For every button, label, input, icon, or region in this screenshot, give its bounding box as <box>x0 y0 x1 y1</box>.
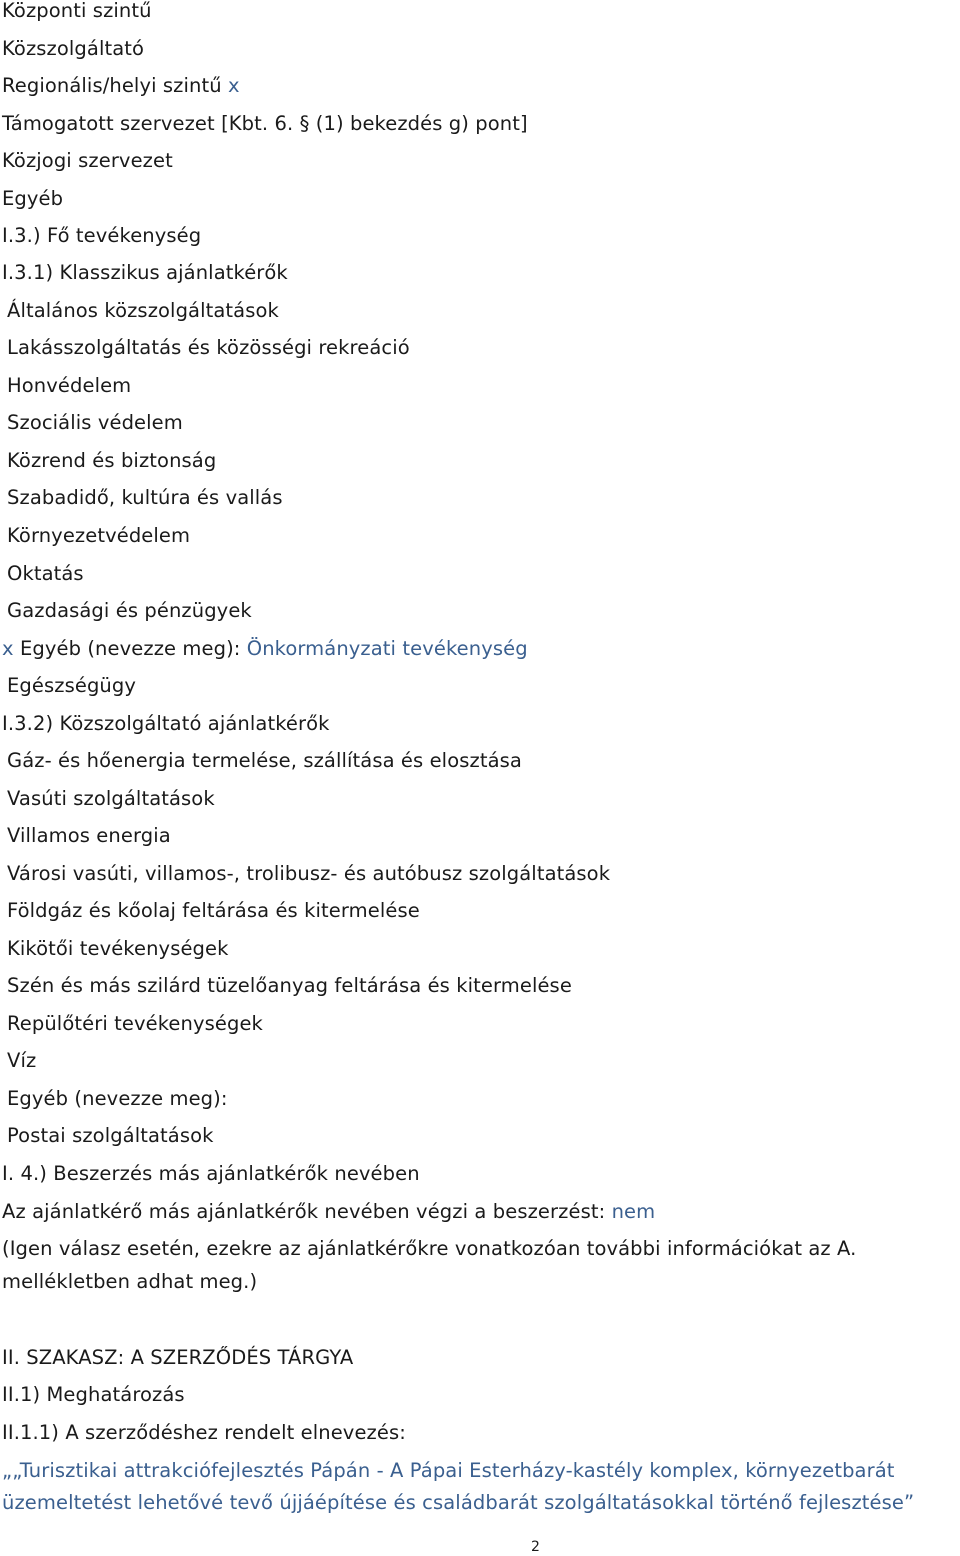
classic-item: Gazdasági és pénzügyek <box>7 599 252 622</box>
authority-regional <box>2 73 240 99</box>
classic-item: Szabadidő, kultúra és vallás <box>7 486 283 509</box>
on-behalf-question: Az ajánlatkérő más ajánlatkérők nevében végzi a beszerzést: <box>2 1200 612 1223</box>
classic-other-row <box>2 636 528 662</box>
classic-other-value: Önkormányzati tevékenység <box>246 637 528 660</box>
utility-item: Vasúti szolgáltatások <box>7 787 215 810</box>
utility-item: Szén és más szilárd tüzelőanyag feltárása és kitermelése <box>7 974 572 997</box>
on-behalf-note-line1: (Igen válasz esetén, ezekre az ajánlatkérőkre vonatkozóan további információkat az A. <box>2 1237 857 1260</box>
main-activity-heading: I.3.) Fő tevékenység <box>2 224 202 247</box>
utility-item: Egyéb (nevezze meg): <box>7 1087 228 1110</box>
utility-item: Gáz- és hőenergia termelése, szállítása és elosztása <box>7 749 522 772</box>
authority-subsidized: Támogatott szervezet [Kbt. 6. § (1) bekezdés g) pont] <box>2 112 528 135</box>
on-behalf-answer: nem <box>611 1200 656 1223</box>
utility-authorities-heading: I.3.2) Közszolgáltató ajánlatkérők <box>2 712 330 735</box>
utility-item: Repülőtéri tevékenységek <box>7 1012 263 1035</box>
on-behalf-heading: I. 4.) Beszerzés más ajánlatkérők nevében <box>2 1162 420 1185</box>
regional-checked-mark: x <box>227 74 240 97</box>
utility-item: Városi vasúti, villamos-, trolibusz- és autóbusz szolgáltatások <box>7 862 611 885</box>
classic-item: Általános közszolgáltatások <box>7 299 279 322</box>
classic-item: Lakásszolgáltatás és közösségi rekreáció <box>7 336 410 359</box>
classic-authorities-heading: I.3.1) Klasszikus ajánlatkérők <box>2 261 288 284</box>
other-checked-mark: x <box>2 637 14 660</box>
classic-item-health: Egészségügy <box>7 674 137 697</box>
classic-item: Szociális védelem <box>7 411 183 434</box>
classic-other-label: Egyéb (nevezze meg): <box>13 637 247 660</box>
definition-heading: II.1) Meghatározás <box>2 1383 185 1406</box>
utility-item: Postai szolgáltatások <box>7 1124 214 1147</box>
utility-item: Kikötői tevékenységek <box>7 937 229 960</box>
authority-public-service: Közszolgáltató <box>2 37 145 60</box>
section-2-heading: II. SZAKASZ: A SZERZŐDÉS TÁRGYA <box>2 1346 354 1369</box>
authority-regional-label: Regionális/helyi szintű <box>2 74 228 97</box>
on-behalf-note-line2: mellékletben adhat meg.) <box>2 1270 258 1293</box>
contract-title-line1: „„Turisztikai attrakciófejlesztés Pápán - A Pápai Esterházy-kastély komplex, környezetbarát <box>2 1459 895 1482</box>
contract-name-label: II.1.1) A szerződéshez rendelt elnevezés: <box>2 1421 406 1444</box>
authority-public-law: Közjogi szervezet <box>2 149 173 172</box>
authority-other: Egyéb <box>2 187 64 210</box>
classic-item: Honvédelem <box>7 374 132 397</box>
classic-item: Környezetvédelem <box>7 524 191 547</box>
classic-item: Oktatás <box>7 562 84 585</box>
utility-item: Földgáz és kőolaj feltárása és kitermelése <box>7 899 420 922</box>
page-number: 2 <box>531 1539 540 1555</box>
utility-item: Víz <box>7 1049 37 1072</box>
on-behalf-question-row <box>2 1199 655 1225</box>
authority-central: Központi szintű <box>2 0 152 22</box>
contract-title-line2: üzemeltetést lehetővé tevő újjáépítése és családbarát szolgáltatásokkal történő fejlesztése” <box>2 1491 915 1514</box>
classic-item: Közrend és biztonság <box>7 449 217 472</box>
utility-item: Villamos energia <box>7 824 171 847</box>
